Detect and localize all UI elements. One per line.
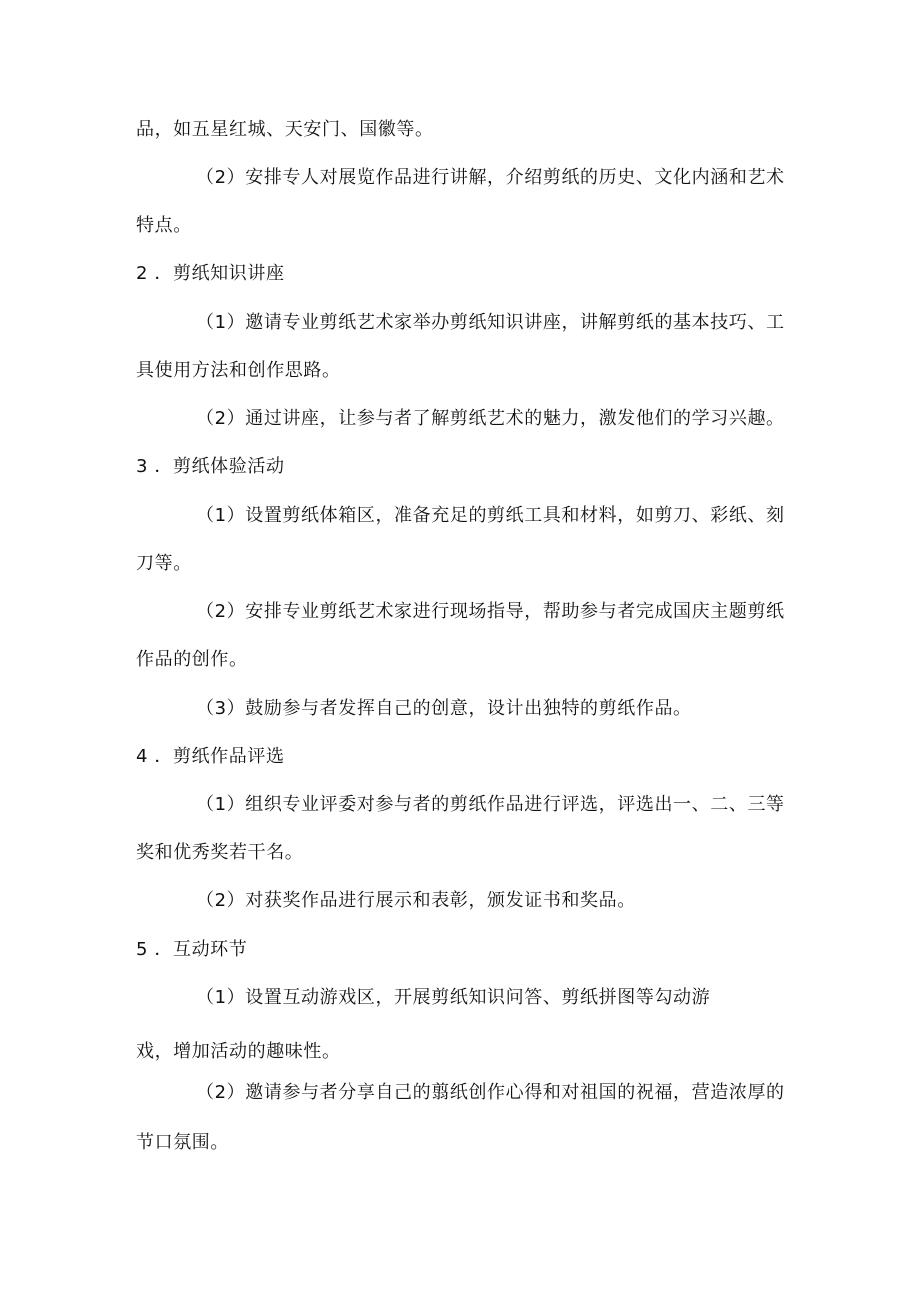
paragraph-line: 刀等。 — [136, 553, 192, 574]
paragraph-line: 作品的创作。 — [136, 649, 248, 670]
section-heading: 2 ．剪纸知识讲座 — [136, 263, 285, 284]
paragraph-line: 节口氛围。 — [136, 1132, 229, 1153]
paragraph-line: 戏，增加活动的趣味性。 — [136, 1041, 341, 1062]
list-item-line: （2）对获奖作品进行展示和表彰，颁发证书和奖品。 — [196, 890, 636, 911]
list-item-line: （2）通过讲座，让参与者了解剪纸艺术的魅力，激发他们的学习兴趣。 — [196, 408, 785, 429]
section-heading: 4 ．剪纸作品评选 — [136, 746, 285, 767]
paragraph-line: 奖和优秀奖若干名。 — [136, 842, 304, 863]
list-item-line: （2）邀请参与者分享自己的翦纸创作心得和对祖国的祝福，营造浓厚的 — [196, 1082, 785, 1103]
paragraph-line: 特点。 — [136, 215, 192, 236]
list-item-line: （2）安排专业剪纸艺术家进行现场指导，帮助参与者完成国庆主题剪纸 — [196, 601, 785, 622]
section-heading: 3 ．剪纸体验活动 — [136, 456, 285, 477]
list-item-line: （2）安排专人对展览作品进行讲解，介绍剪纸的历史、文化内涵和艺术 — [196, 167, 785, 188]
list-item-line: （1）组织专业评委对参与者的剪纸作品进行评选，评选出一、二、三等 — [196, 794, 785, 815]
list-item-line: （3）鼓励参与者发挥自己的创意，设计出独特的剪纸作品。 — [196, 698, 692, 719]
section-heading: 5 ．互动环节 — [136, 939, 248, 960]
paragraph-line: 品，如五星红城、天安门、国徽等。 — [136, 119, 434, 140]
list-item-line: （1）设置互动游戏区，开展剪纸知识问答、剪纸拼图等勾动游 — [196, 987, 711, 1008]
list-item-line: （1）设置剪纸体箱区，准备充足的剪纸工具和材料，如剪刀、彩纸、刻 — [196, 505, 785, 526]
list-item-line: （1）邀请专业剪纸艺术家举办剪纸知识讲座，讲解剪纸的基本技巧、工 — [196, 312, 785, 333]
paragraph-line: 具使用方法和创作思路。 — [136, 360, 341, 381]
